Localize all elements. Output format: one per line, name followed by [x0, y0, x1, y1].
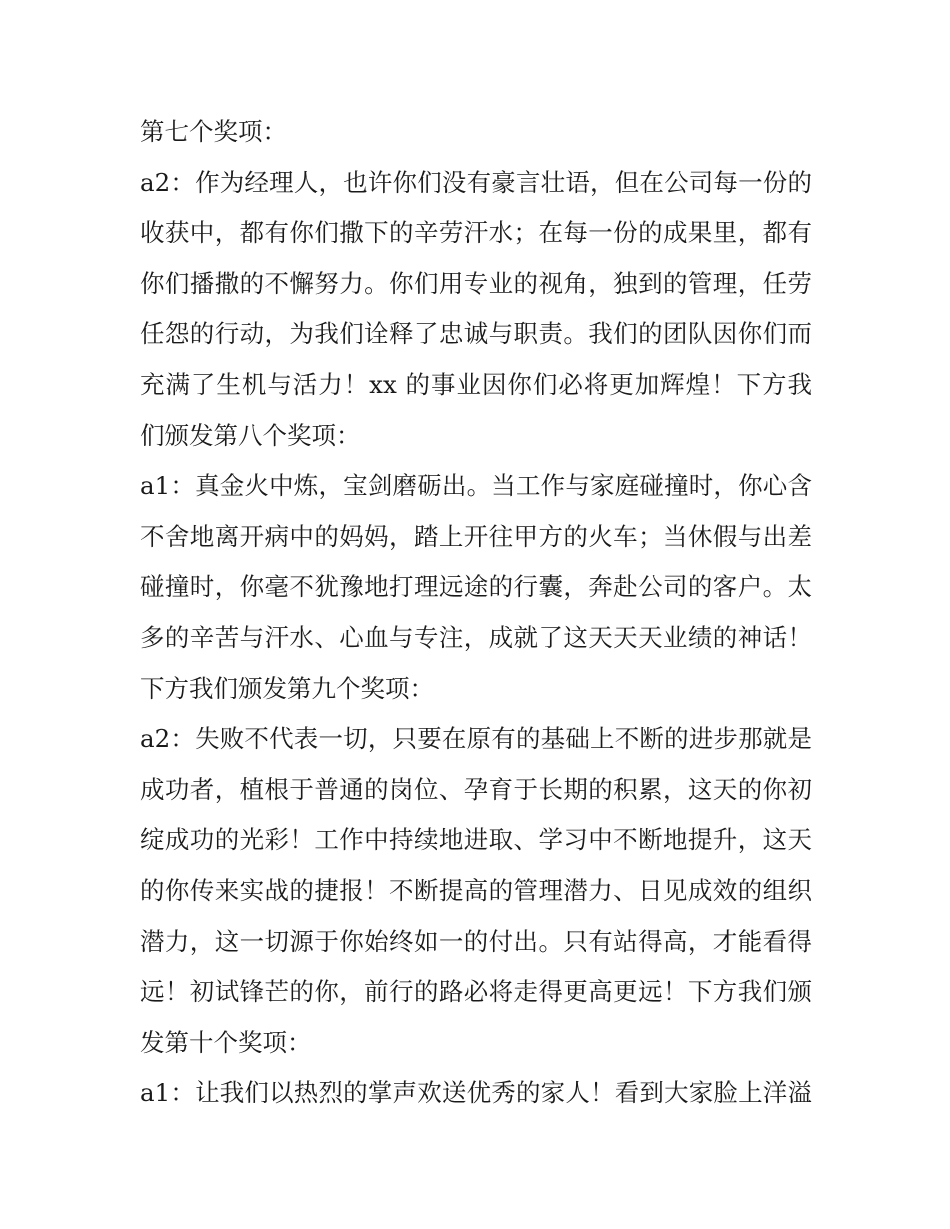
text-line-19: 发第十个奖项：	[140, 1027, 312, 1057]
text-line-1: 第七个奖项：	[140, 117, 287, 146]
text-line-6: 充满了生机与活力！xx 的事业因你们必将更加辉煌！下方我	[140, 369, 812, 399]
text-line-3: 收获中，都有你们撒下的辛劳汗水；在每一份的成果里，都有	[140, 218, 812, 248]
text-line-2: a2：作为经理人，也许你们没有豪言壮语，但在公司每一份的	[140, 167, 812, 197]
text-line-17: 潜力，这一切源于你始终如一的付出。只有站得高，才能看得	[140, 926, 812, 956]
text-line-8: a1：真金火中炼，宝剑磨砺出。当工作与家庭碰撞时，你心含	[140, 471, 812, 501]
text-line-18: 远！初试锋芒的你，前行的路必将走得更高更远！下方我们颁	[140, 977, 812, 1007]
text-line-11: 多的辛苦与汗水、心血与专注，成就了这天天天业绩的神话！	[140, 622, 812, 652]
text-line-16: 的你传来实战的捷报！不断提高的管理潜力、日见成效的组织	[140, 875, 812, 905]
text-line-10: 碰撞时，你毫不犹豫地打理远途的行囊，奔赴公司的客户。太	[140, 572, 812, 602]
text-line-14: 成功者，植根于普通的岗位、孕育于长期的积累，这天的你初	[140, 774, 812, 804]
text-line-13: a2：失败不代表一切，只要在原有的基础上不断的进步那就是	[140, 724, 812, 754]
text-line-20: a1：让我们以热烈的掌声欢送优秀的家人！看到大家脸上洋溢	[140, 1078, 812, 1108]
text-line-5: 任怨的行动，为我们诠释了忠诚与职责。我们的团队因你们而	[140, 319, 812, 349]
text-line-9: 不舍地离开病中的妈妈，踏上开往甲方的火车；当休假与出差	[140, 521, 812, 551]
text-line-12: 下方我们颁发第九个奖项：	[140, 673, 434, 703]
text-line-7: 们颁发第八个奖项：	[140, 420, 361, 450]
document-body	[140, 107, 812, 1119]
text-line-15: 绽成功的光彩！工作中持续地进取、学习中不断地提升，这天	[140, 825, 812, 855]
text-line-4: 你们播撒的不懈努力。你们用专业的视角，独到的管理，任劳	[140, 268, 812, 298]
